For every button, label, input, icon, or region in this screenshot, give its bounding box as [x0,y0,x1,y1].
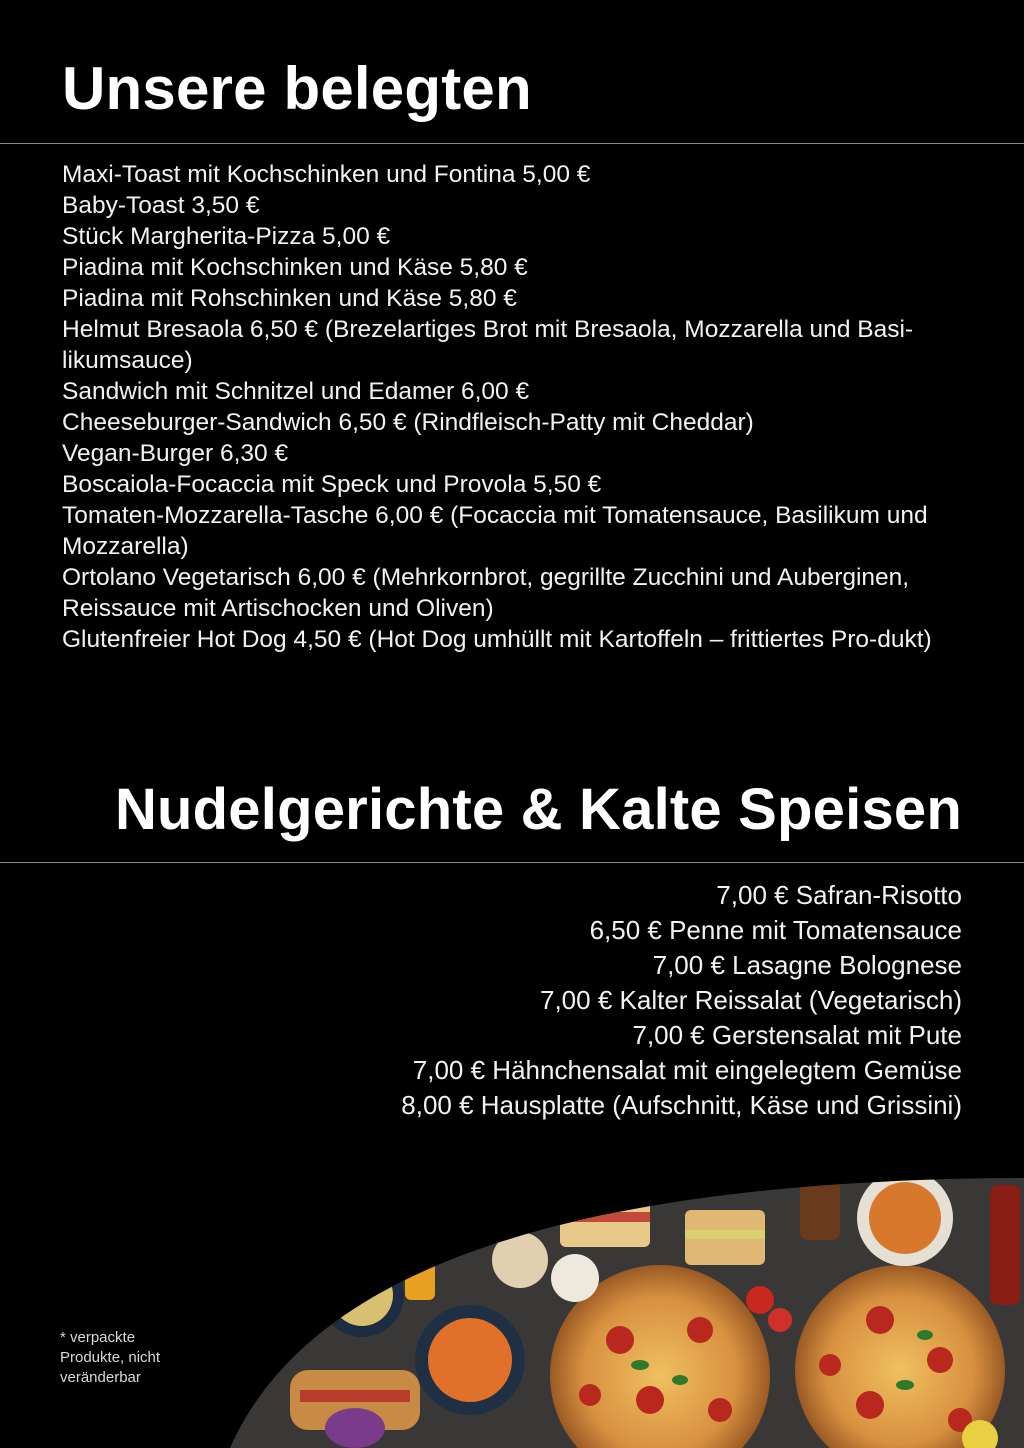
menu-item: Piadina mit Kochschinken und Käse 5,80 € [62,254,528,281]
sandwich-menu-list [62,159,942,655]
menu-item: 7,00 € Gerstensalat mit Pute [632,1020,962,1050]
pasta-menu-list [262,878,962,1123]
menu-item: Boscaiola-Focaccia mit Speck und Provola 5,50 € [62,471,602,498]
menu-item: Helmut Bresaola 6,50 € (Brezelartiges Brot mit Bresaola, Mozzarella und Basi-likumsauce) [62,316,914,374]
menu-item: Ortolano Vegetarisch 6,00 € (Mehrkornbrot, gegrillte Zucchini und Auberginen, Reissauce mit Artischocken und Oliven) [62,564,910,622]
section-title-pasta-cold: Nudelgerichte & Kalte Speisen [114,777,962,842]
menu-item: Maxi-Toast mit Kochschinken und Fontina 5,00 € [62,161,591,188]
menu-item: Cheeseburger-Sandwich 6,50 € (Rindfleisch-Patty mit Cheddar) [62,409,754,436]
menu-item: 6,50 € Penne mit Tomatensauce [589,915,962,945]
menu-item: 7,00 € Lasagne Bolognese [652,950,962,980]
menu-item: Stück Margherita-Pizza 5,00 € [62,223,391,250]
footnote: * verpackte Produkte, nicht veränderbar [60,1329,161,1386]
menu-item: Piadina mit Rohschinken und Käse 5,80 € [62,285,517,312]
menu-item: 7,00 € Safran-Risotto [716,880,962,910]
section-title-sandwiches: Unsere belegten [62,55,532,122]
menu-item: Baby-Toast 3,50 € [62,192,260,219]
menu-item: Glutenfreier Hot Dog 4,50 € (Hot Dog umhüllt mit Kartoffeln – frittiertes Pro-dukt) [62,626,932,653]
divider-top [0,143,1024,144]
divider-middle [0,862,1024,863]
menu-item: Tomaten-Mozzarella-Tasche 6,00 € (Focaccia mit Tomatensauce, Basilikum und Mozzarella) [62,502,928,560]
menu-item: Vegan-Burger 6,30 € [62,440,289,467]
food-photo-collage [0,1170,1024,1448]
menu-item: 7,00 € Hähnchensalat mit eingelegtem Gemüse [412,1055,962,1085]
menu-item: 8,00 € Hausplatte (Aufschnitt, Käse und Grissini) [401,1090,962,1120]
menu-item: Sandwich mit Schnitzel und Edamer 6,00 € [62,378,530,405]
menu-item: 7,00 € Kalter Reissalat (Vegetarisch) [540,985,962,1015]
